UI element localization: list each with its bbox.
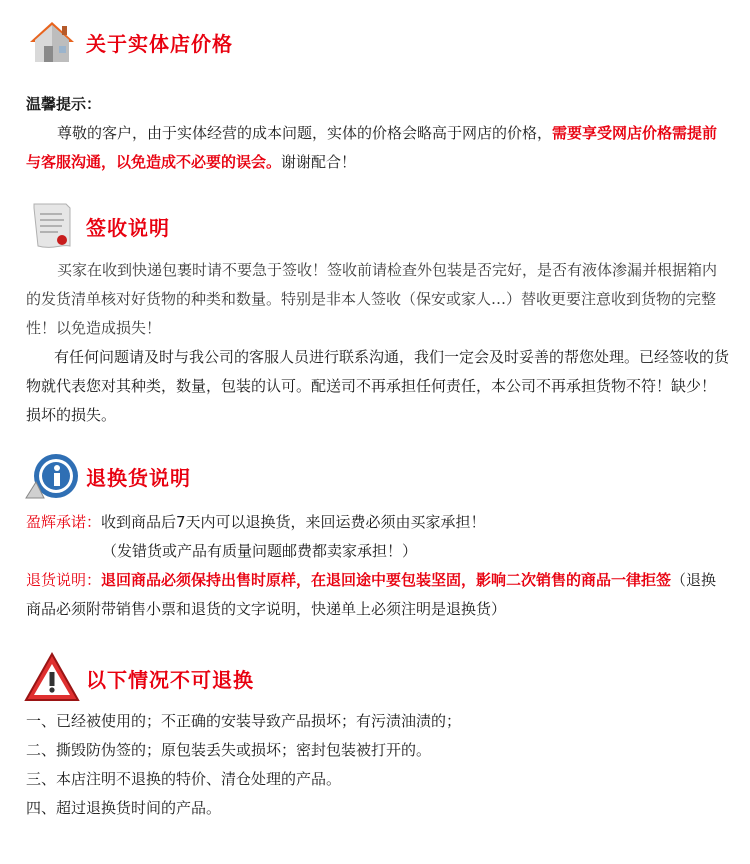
section-heading-receipt [22, 196, 170, 256]
store-price-thanks: 谢谢配合！ [281, 153, 357, 171]
store-price-content [26, 90, 730, 177]
return-line [26, 566, 730, 624]
document-scroll-icon [22, 196, 82, 256]
return-note: （退换商品必须附带销售小票和退货的文字说明，快递单上必须注明是退换货） [26, 571, 717, 618]
section-title: 以下情况不可退换 [86, 667, 254, 692]
warning-icon [22, 648, 82, 708]
promise-text: 收到商品后7天内可以退换货，来回运费必须由买家承担！ [101, 513, 486, 531]
section-heading-store-price [22, 12, 233, 72]
section-heading-no-return [22, 648, 254, 708]
store-price-highlight: 需要享受网店价格需提前与客服沟通，以免造成不必要的误会。 [26, 124, 718, 171]
section-title: 退换货说明 [86, 465, 191, 490]
store-price-text: 尊敬的客户，由于实体经营的成本问题，实体的价格会略高于网店的价格， [57, 124, 553, 142]
promise-note: （发错货或产品有质量问题邮费都卖家承担！） [102, 542, 418, 560]
section-title: 签收说明 [86, 215, 170, 240]
list-item: 二、撕毁防伪签的；原包装丢失或损坏；密封包装被打开的。 [26, 741, 432, 759]
list-item: 一、已经被使用的；不正确的安装导致产品损坏；有污渍油渍的； [26, 712, 462, 730]
store-price-paragraph [26, 119, 730, 177]
promise-line [26, 508, 730, 537]
returns-content [26, 508, 730, 624]
receipt-paragraph-2: 有任何问题请及时与我公司的客服人员进行联系沟通，我们一定会及时妥善的帮您处理。已经签收的货物就代表您对其种类，数量，包装的认可。配送司不再承担任何责任，本公司不再承担货物不符！缺少！损坏的损失。 [26, 348, 730, 424]
list-item: 三、本店注明不退换的特价、清仓处理的产品。 [26, 770, 342, 788]
promise-label: 盈辉承诺： [26, 513, 102, 531]
return-rule: 退回商品必须保持出售时原样，在退回途中要包装坚固，影响二次销售的商品一律拒签 [101, 571, 672, 589]
info-icon [22, 446, 82, 506]
receipt-paragraph-1: 买家在收到快递包裹时请不要急于签收！签收前请检查外包装是否完好，是否有液体渗漏并根据箱内的发货清单核对好货物的种类和数量。特别是非本人签收（保安或家人…）替收更要注意收到货物的完整性！以免造成损失！ [26, 261, 718, 337]
list-item: 四、超过退换货时间的产品。 [26, 799, 222, 817]
no-return-list [26, 707, 730, 823]
section-title: 关于实体店价格 [86, 31, 233, 56]
house-icon [22, 12, 82, 72]
tip-heading: 温馨提示： [26, 95, 102, 113]
return-label: 退货说明： [26, 571, 102, 589]
receipt-content [26, 256, 730, 430]
section-heading-returns [22, 446, 191, 506]
